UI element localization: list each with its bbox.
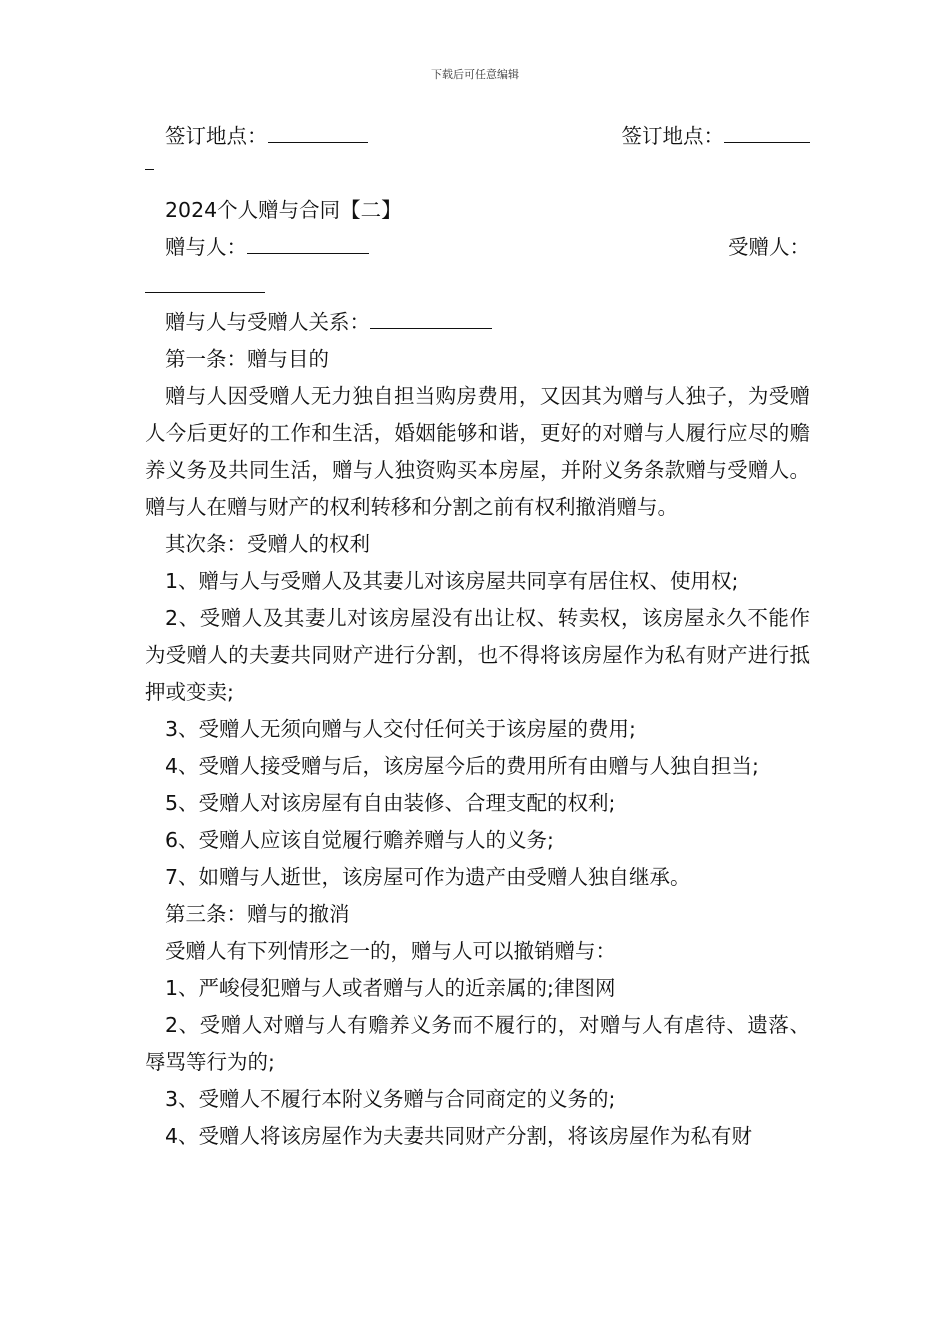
- donee-label: 受赠人：: [728, 235, 810, 259]
- header-note: 下载后可任意编辑: [431, 68, 519, 81]
- article-2-item: 7、如赠与人逝世，该房屋可作为遗产由受赠人独自继承。: [165, 865, 691, 889]
- article-2-item: 2、受赠人及其妻儿对该房屋没有出让权、转卖权，该房屋永久不能作为受赠人的夫妻共同财产进行分割，也不得将该房屋作为私有财产进行抵押或变卖;: [145, 606, 810, 704]
- article-2-item: 1、赠与人与受赠人及其妻儿对该房屋共同享有居住权、使用权;: [165, 569, 739, 593]
- article-3-item: 1、严峻侵犯赠与人或者赠与人的近亲属的;律图网: [165, 976, 616, 1000]
- relation-blank: [370, 304, 492, 329]
- donor-field: [165, 229, 369, 266]
- article-1-title: 第一条：赠与目的: [165, 347, 329, 371]
- sign-place-right: [622, 118, 811, 155]
- sign-place-overflow-blank: [145, 169, 154, 170]
- donee-blank: [145, 266, 265, 293]
- article-2-item: 4、受赠人接受赠与后，该房屋今后的费用所有由赠与人独自担当;: [165, 754, 759, 778]
- article-3-intro: 受赠人有下列情形之一的，赠与人可以撤销赠与：: [165, 939, 616, 963]
- sign-place-left: [165, 118, 368, 155]
- donor-label: 赠与人：: [165, 235, 247, 259]
- article-3-item: 3、受赠人不履行本附义务赠与合同商定的义务的;: [165, 1087, 616, 1111]
- article-3-item: 4、受赠人将该房屋作为夫妻共同财产分割，将该房屋作为私有财: [165, 1124, 753, 1148]
- article-2-item: 6、受赠人应该自觉履行赡养赠与人的义务;: [165, 828, 554, 852]
- article-2-item: 5、受赠人对该房屋有自由装修、合理支配的权利;: [165, 791, 616, 815]
- article-1-body: 赠与人因受赠人无力独自担当购房费用，又因其为赠与人独子，为受赠人今后更好的工作和生活，婚姻能够和谐，更好的对赠与人履行应尽的赡养义务及共同生活，赠与人独资购买本房屋，并附义务条款赠与受赠人。赠与人在赠与财产的权利转移和分割之前有权利撤消赠与。: [145, 384, 810, 519]
- parties-row: [145, 229, 810, 266]
- contract-body: [145, 118, 810, 1155]
- relation-field: [145, 304, 810, 341]
- sign-place-right-blank: [724, 118, 810, 143]
- article-3-title: 第三条：赠与的撤消: [165, 902, 350, 926]
- donor-blank: [247, 229, 369, 254]
- article-3-item: 2、受赠人对赠与人有赡养义务而不履行的，对赠与人有虐待、遗落、辱骂等行为的;: [145, 1013, 810, 1074]
- sign-place-left-blank: [268, 118, 368, 143]
- sign-place-row: [145, 118, 810, 155]
- sign-place-overflow: [145, 155, 810, 192]
- section-title: 2024个人赠与合同【二】: [165, 198, 402, 222]
- sign-place-right-label: 签订地点：: [621, 124, 724, 148]
- sign-place-left-label: 签订地点：: [165, 124, 268, 148]
- relation-label: 赠与人与受赠人关系：: [165, 310, 370, 334]
- article-2-item: 3、受赠人无须向赠与人交付任何关于该房屋的费用;: [165, 717, 636, 741]
- article-2-title: 其次条：受赠人的权利: [165, 532, 370, 556]
